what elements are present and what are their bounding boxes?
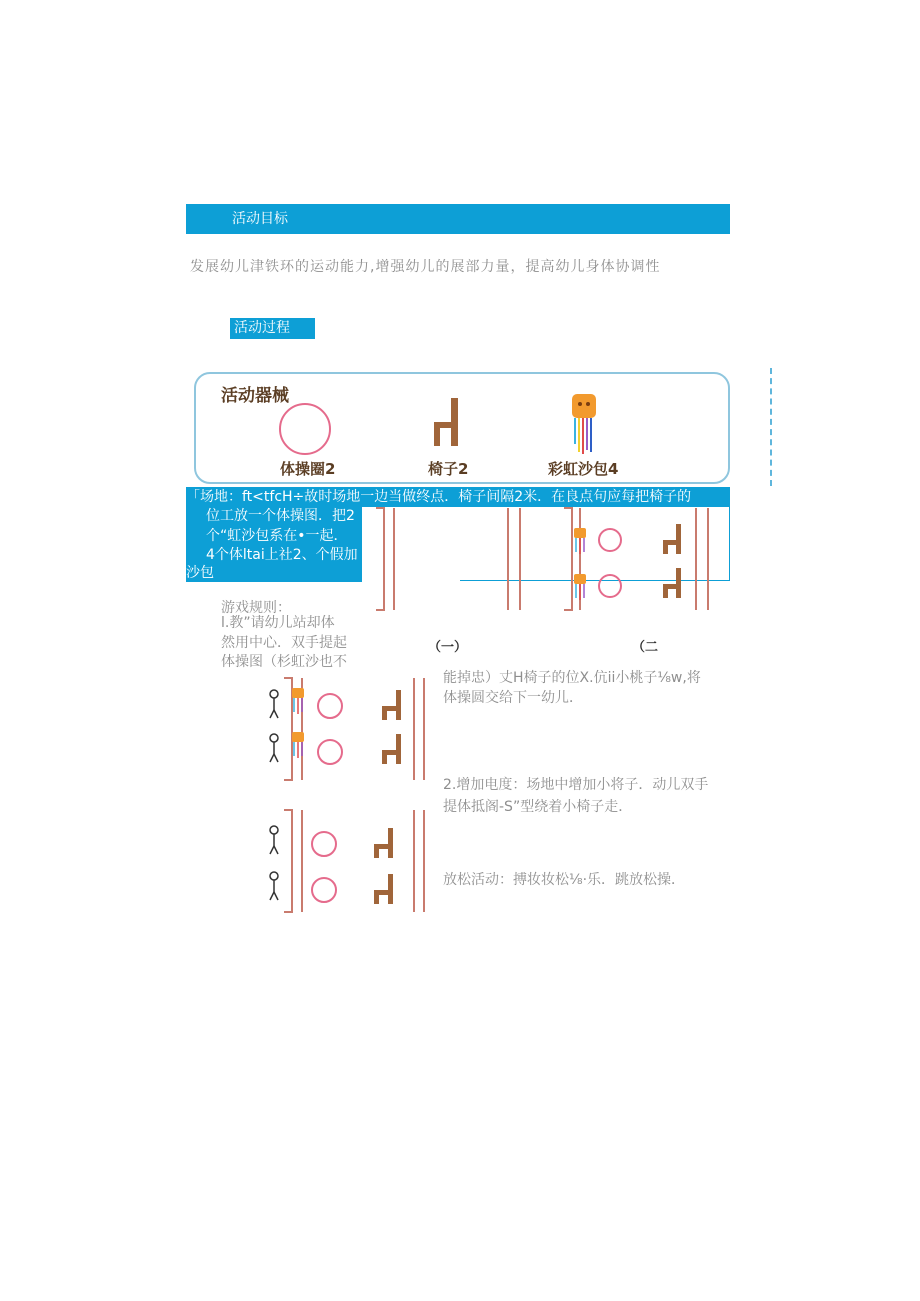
venue-line-3: 个“虹沙包系在•一起．	[186, 526, 362, 546]
process-header-text: 活动过程	[234, 320, 290, 336]
relax-activity: 放松活动：搏妆妆松⅛·乐．跳放松操．	[443, 872, 686, 888]
rule-1-line-2: 然用中心．双手提起	[221, 635, 347, 651]
equipment-title: 活动器械	[221, 386, 289, 406]
equipment-label-chair: 椅子2	[428, 460, 469, 478]
chair-icon	[432, 398, 462, 448]
dashed-divider	[770, 368, 772, 486]
equipment-label-hoop: 体操圈2	[280, 460, 336, 478]
venue-line-1: 「场地：ft<tfcH÷故时场地一边当做终点．椅子间隔2米．在良点句应每把椅子的	[186, 487, 730, 507]
venue-line-5: 沙包	[186, 564, 362, 582]
rule-2-line-2: 提体抵阁-S”型绕着小椅子走．	[443, 799, 633, 815]
equipment-label-sandbag: 彩虹沙包4	[548, 460, 619, 478]
blue-rule-right	[729, 506, 730, 580]
goal-text: 发展幼儿津铁环的运动能力,增强幼儿的展部力量，提高幼儿身体协调性	[190, 259, 661, 275]
figure-one-caption: （一）	[428, 640, 468, 655]
rainbow-sandbag-icon	[570, 392, 600, 456]
hoop-icon	[278, 402, 334, 458]
rule-1-line-5: 体操圆交给下一幼儿．	[443, 690, 583, 706]
goal-header-text: 活动目标	[232, 211, 288, 227]
figure-two-caption: （二	[632, 640, 659, 655]
rule-1-line-1-text: l.教”请幼儿站却体	[221, 615, 335, 631]
figure-three-diagram	[266, 676, 436, 784]
rule-1-line-1	[221, 613, 335, 633]
rule-1-line-3: 体操图（杉虹沙也不	[221, 654, 347, 670]
figure-four-diagram	[266, 808, 436, 916]
venue-line-4: 4个体ltai上社2、个假加	[186, 545, 362, 565]
figure-one-diagram	[370, 506, 530, 614]
goal-header	[186, 204, 730, 234]
figure-two-diagram	[560, 506, 720, 614]
rule-2-line-1: 2.增加电度：场地中增加小将子．动儿双手	[443, 777, 709, 793]
venue-line-2: 位工放一个体操图．把2	[186, 506, 362, 526]
rule-1-line-4: 能掉忠）丈H椅子的位X.伉ii小桃子⅛w,将	[443, 670, 701, 686]
process-header	[230, 318, 315, 339]
rules-title: 游戏规则：	[221, 600, 291, 616]
